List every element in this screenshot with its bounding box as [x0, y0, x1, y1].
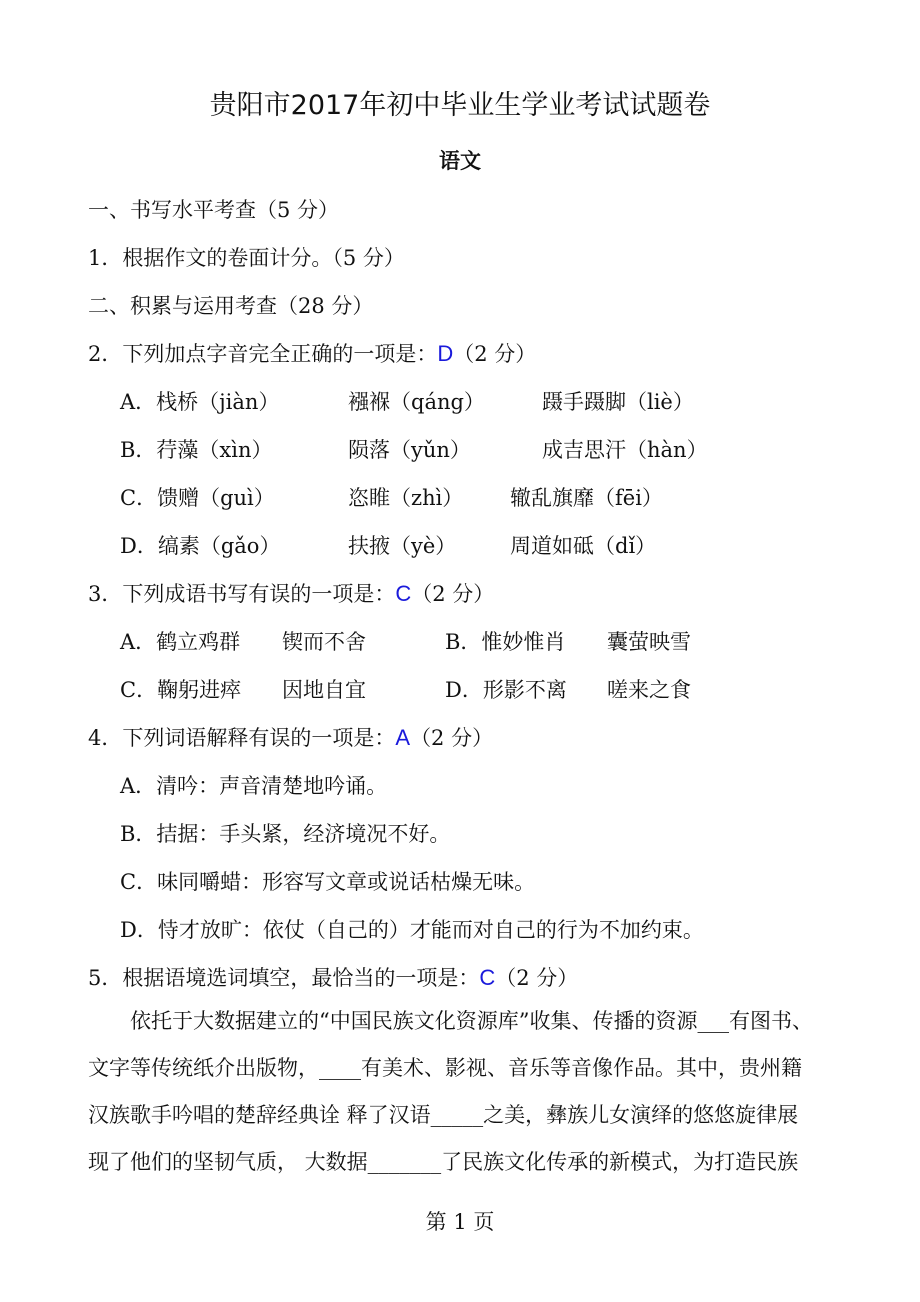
- question-5-answer: C: [479, 965, 496, 990]
- q3-option-c1: C．鞠躬进瘁: [120, 678, 242, 702]
- question-3-text: 3．下列成语书写有误的一项是：: [88, 582, 396, 606]
- q2-option-a1: A．栈桥（jiàn）: [120, 390, 280, 414]
- question-4-points: （2 分）: [410, 726, 494, 750]
- q2-option-a2: 襁褓（qáng）: [348, 390, 485, 414]
- page-number: 第 1 页: [425, 1210, 495, 1234]
- question-2-answer: D: [437, 341, 454, 366]
- q2-option-d1: D．缟素（gǎo）: [120, 534, 281, 558]
- q4-option-c: C．味同嚼蜡：形容写文章或说话枯燥无味。: [120, 870, 536, 894]
- q4-option-a: A．清吟：声音清楚地吟诵。: [120, 774, 388, 798]
- q3-option-c2: 因地自宜: [282, 678, 366, 702]
- q2-option-c1: C．馈赠（guì）: [120, 486, 275, 510]
- passage-line-2: 文字等传统纸介出版物，____有美术、影视、音乐等音像作品。其中，贵州籍: [88, 1056, 802, 1080]
- question-5-passage: [88, 998, 834, 1186]
- question-5-text: 5．根据语境选词填空，最恰当的一项是：: [88, 966, 480, 990]
- section-1-heading: 一、书写水平考查（5 分）: [88, 198, 340, 222]
- question-3-points: （2 分）: [411, 582, 495, 606]
- question-2-points: （2 分）: [453, 342, 537, 366]
- q4-option-d: D．恃才放旷：依仗（自己的）才能而对自己的行为不加约束。: [120, 918, 704, 942]
- question-2-text: 2．下列加点字音完全正确的一项是：: [88, 342, 438, 366]
- exam-title: 贵阳市2017年初中毕业生学业考试试题卷: [209, 90, 711, 121]
- question-1: 1．根据作文的卷面计分。（5 分）: [88, 246, 405, 270]
- q3-option-a1: A．鹤立鸡群: [120, 630, 241, 654]
- q2-option-c2: 恣睢（zhì）: [348, 486, 464, 510]
- q3-option-d2: 嗟来之食: [607, 678, 691, 702]
- question-4-stem: [88, 724, 493, 752]
- q2-option-d3: 周道如砥（dǐ）: [510, 534, 657, 558]
- q4-option-b: B．拮据：手头紧，经济境况不好。: [120, 822, 451, 846]
- subject-title: 语文: [439, 149, 481, 173]
- q3-option-b2: 囊萤映雪: [607, 630, 691, 654]
- question-3-answer: C: [395, 581, 412, 606]
- passage-line-1: 依托于大数据建立的“中国民族文化资源库”收集、传播的资源___有图书、: [130, 1009, 813, 1033]
- section-2-heading: 二、积累与运用考查（28 分）: [88, 294, 374, 318]
- q2-option-c3: 辙乱旗靡（fēi）: [510, 486, 663, 510]
- q2-option-a3: 蹑手蹑脚（liè）: [542, 390, 694, 414]
- question-4-text: 4．下列词语解释有误的一项是：: [88, 726, 396, 750]
- q2-option-b2: 陨落（yǔn）: [348, 438, 471, 462]
- question-2-stem: [88, 340, 536, 368]
- q2-option-b3: 成吉思汗（hàn）: [542, 438, 708, 462]
- question-5-stem: [88, 964, 578, 992]
- q2-option-d2: 扶掖（yè）: [348, 534, 457, 558]
- q3-option-a2: 锲而不舍: [282, 630, 366, 654]
- question-4-answer: A: [395, 725, 411, 750]
- q3-option-d1: D．形影不离: [445, 678, 567, 702]
- q3-option-b1: B．惟妙惟肖: [445, 630, 566, 654]
- question-3-stem: [88, 580, 494, 608]
- question-5-points: （2 分）: [495, 966, 579, 990]
- q2-option-b1: B．荇藻（xìn）: [120, 438, 273, 462]
- passage-line-3: 汉族歌手吟唱的楚辞经典诠 释了汉语_____之美，彝族儿女演绎的悠悠旋律展: [88, 1103, 799, 1127]
- passage-line-4: 现了他们的坚韧气质， 大数据_______了民族文化传承的新模式，为打造民族: [88, 1150, 799, 1174]
